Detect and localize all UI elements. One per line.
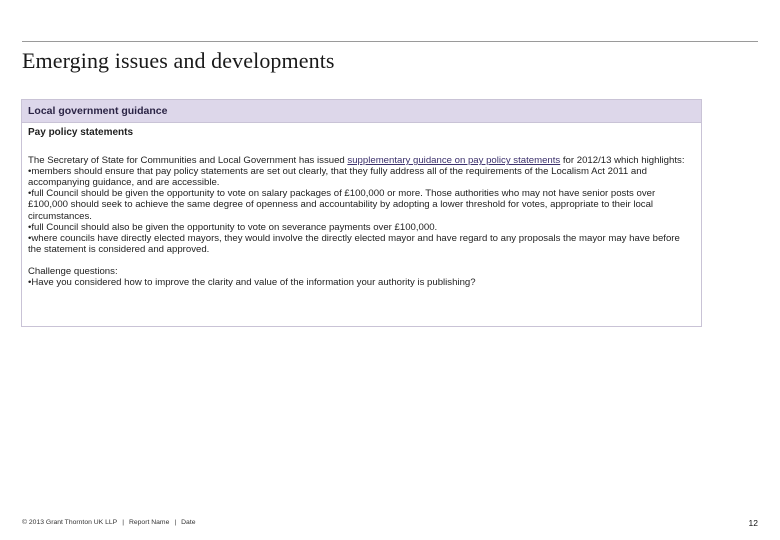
page-number: 12 — [748, 518, 758, 528]
footer-copyright: © 2013 Grant Thornton UK LLP — [22, 519, 118, 526]
footer — [22, 519, 196, 526]
footer-date: Date — [181, 519, 196, 526]
bullet-item: •full Council should be given the opportunity to vote on salary packages of £100,000 or more. Those authorities who may not have senior posts over £100,000 should seek to achieve the same degree of openness and accountability by adopting a lower threshold for votes, appropriate to their local circumstances. — [28, 188, 656, 222]
section-subheading: Pay policy statements — [28, 127, 134, 138]
intro-paragraph — [28, 155, 695, 166]
footer-report-name: Report Name — [128, 519, 170, 526]
page-title: Emerging issues and developments — [22, 48, 335, 73]
intro-text: The Secretary of State for Communities and Local Government has issued — [28, 155, 348, 167]
footer-separator: | — [174, 519, 177, 526]
panel-body — [22, 123, 701, 288]
panel-header: Local government guidance — [22, 100, 701, 123]
challenge-question: •Have you considered how to improve the clarity and value of the information your authority is publishing? — [28, 277, 476, 289]
supplementary-guidance-link[interactable]: supplementary guidance on pay policy statements — [347, 155, 561, 167]
footer-separator: | — [122, 519, 124, 526]
title-divider — [22, 41, 758, 42]
guidance-panel — [21, 99, 702, 327]
intro-text-end: for 2012/13 which highlights: — [560, 155, 685, 167]
bullet-item: •where councils have directly elected mayors, they would involve the directly elected mayor and have regard to any proposals the mayor may have before the statement is considered and approved. — [28, 232, 680, 255]
challenge-label: Challenge questions: — [28, 265, 118, 277]
spacer — [28, 255, 695, 266]
bullet-item: •full Council should also be given the opportunity to vote on severance payments over £100,000. — [28, 221, 438, 233]
bullet-item: •members should ensure that pay policy statements are set out clearly, that they fully address all of the requirements of the Localism Act 2011 and accompanying guidance, and are accessible. — [28, 166, 647, 189]
